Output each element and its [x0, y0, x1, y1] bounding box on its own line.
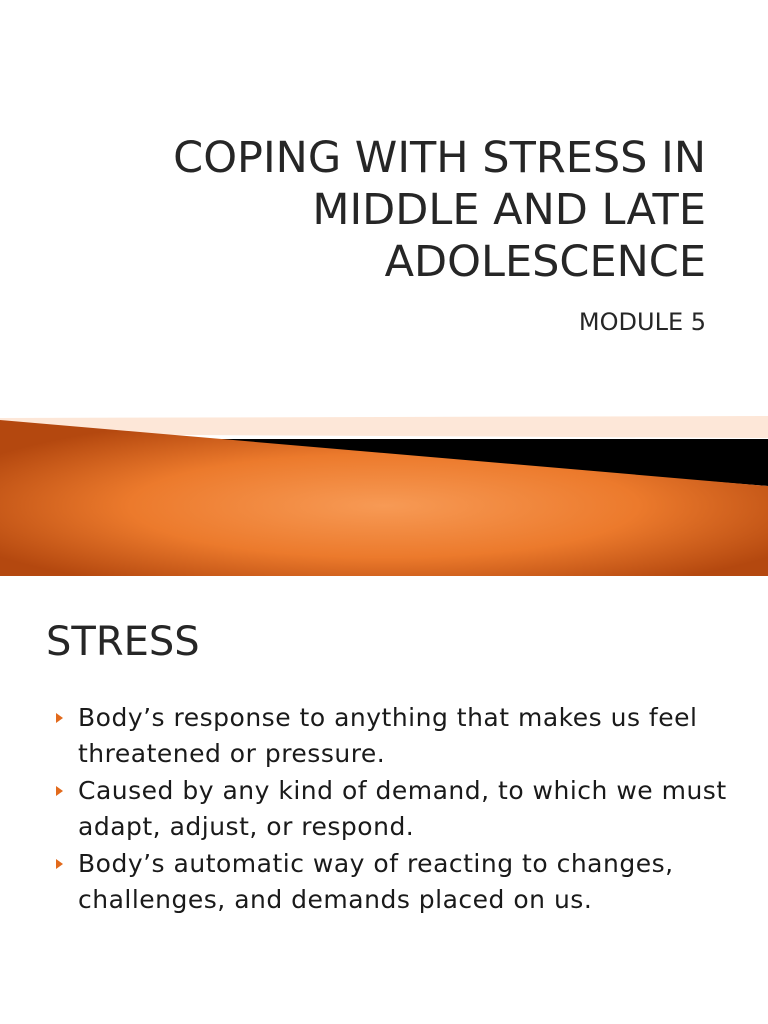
list-item	[56, 773, 736, 845]
bullet-text: Caused by any kind of demand, to which we must adapt, adjust, or respond.	[78, 776, 727, 841]
slide-heading: STRESS	[46, 619, 200, 665]
bullet-list	[56, 700, 736, 919]
list-item	[56, 700, 736, 772]
slide-subtitle: MODULE 5	[578, 308, 706, 336]
decorative-orange-band	[0, 408, 768, 576]
triangle-bullet-icon	[56, 859, 63, 869]
slide-title: COPING WITH STRESS IN MIDDLE AND LATE ADOLESCENCE	[173, 133, 706, 287]
list-item	[56, 846, 736, 918]
bullet-text: Body’s automatic way of reacting to changes, challenges, and demands placed on us.	[78, 849, 674, 914]
content-slide	[0, 576, 768, 1024]
triangle-bullet-icon	[56, 713, 63, 723]
bullet-text: Body’s response to anything that makes us feel threatened or pressure.	[78, 703, 698, 768]
triangle-bullet-icon	[56, 786, 63, 796]
